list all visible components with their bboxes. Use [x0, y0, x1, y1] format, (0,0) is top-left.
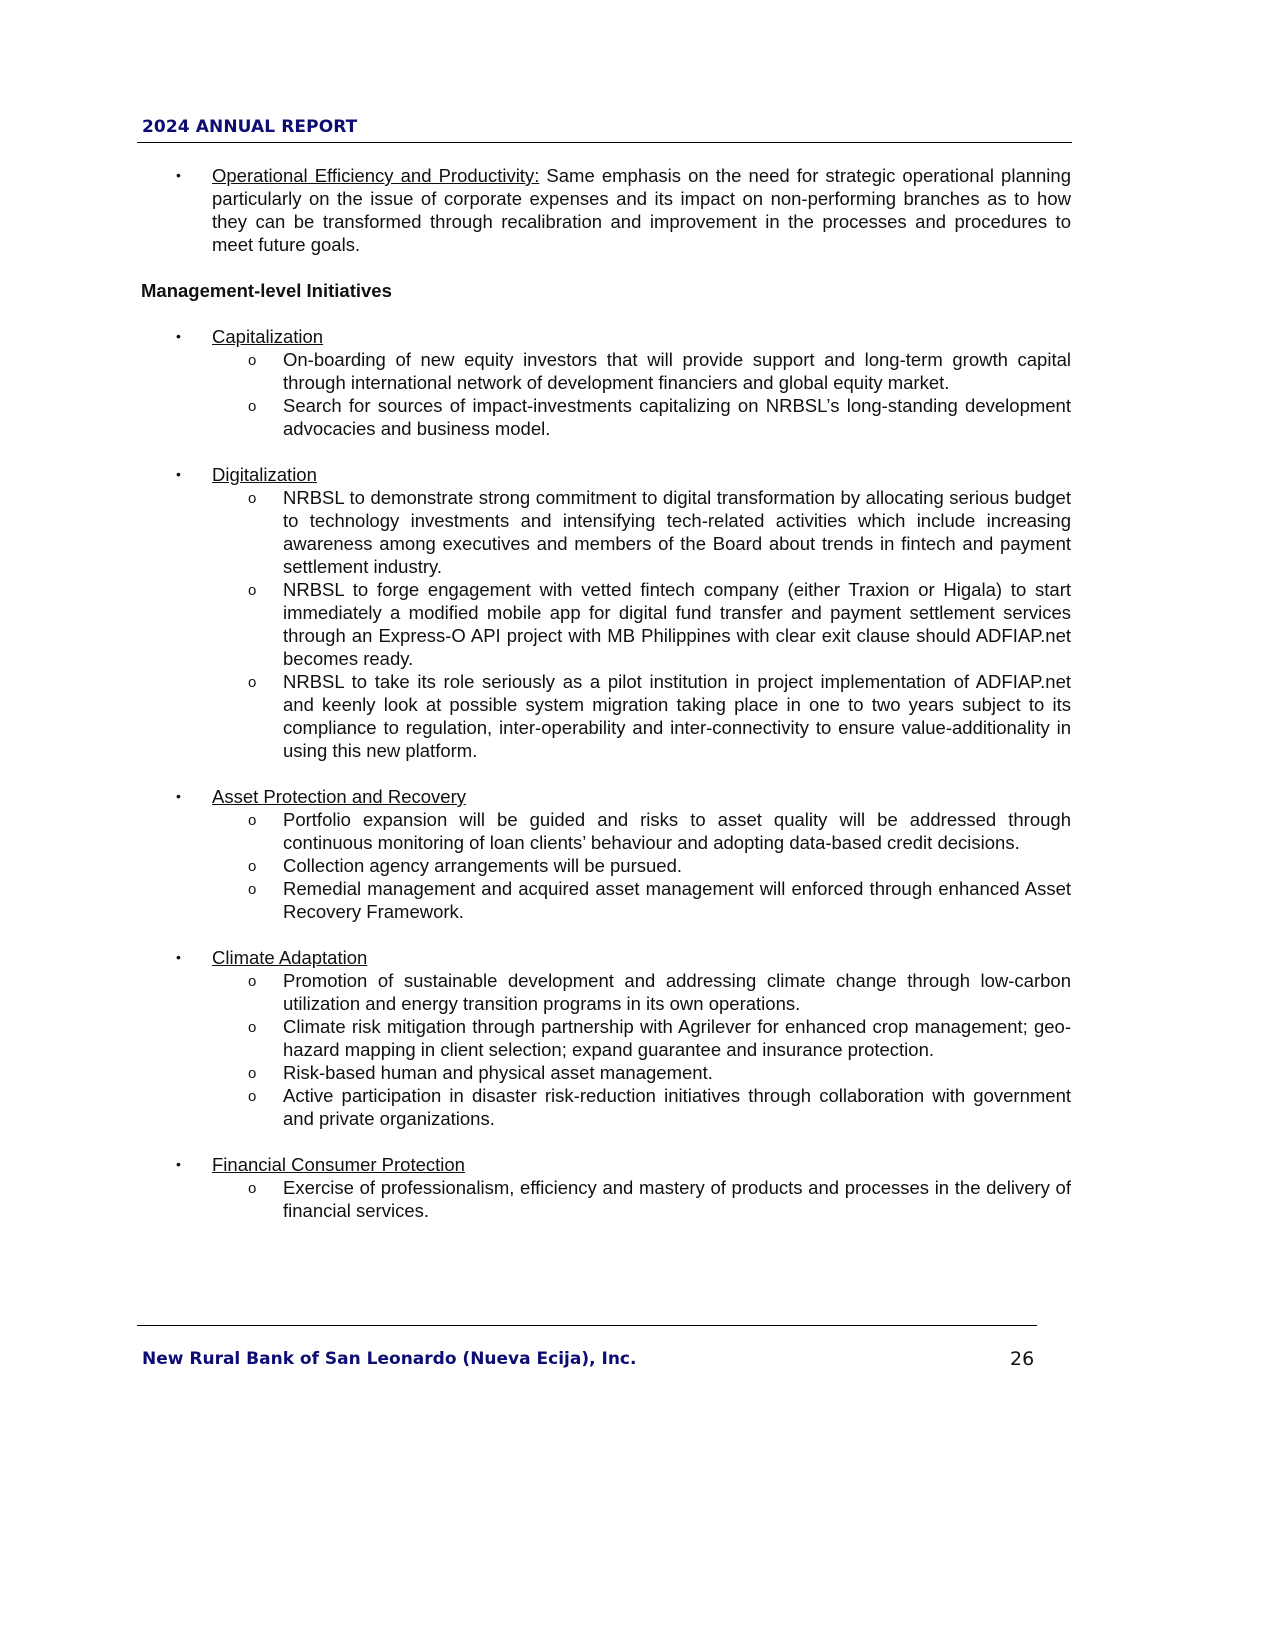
subitem-text: Active participation in disaster risk-reduction initiatives through collaboration with government and private organizations. [283, 1085, 1071, 1129]
initiative-title: Digitalization [212, 464, 317, 485]
subitem-text: NRBSL to forge engagement with vetted fintech company (either Traxion or Higala) to start immediately a modified mobile app for digital fund transfer and payment settlement services through an Express-O API project with MB Philippines with clear exit clause should ADFIAP.net becomes ready. [283, 579, 1071, 669]
subitem-text: Risk-based human and physical asset management. [283, 1062, 713, 1083]
circle-bullet-icon: o [248, 490, 257, 507]
section-heading: Management-level Initiatives [141, 280, 392, 301]
subitem-text: Search for sources of impact-investments capitalizing on NRBSL’s long-standing development advocacies and business model. [283, 395, 1071, 439]
initiative-item [141, 325, 1071, 348]
circle-bullet-icon: o [248, 881, 257, 898]
initiative-item [141, 1153, 1071, 1176]
initiative-item [141, 463, 1071, 486]
intro-bullet-item [141, 164, 1071, 256]
subitem-text: Portfolio expansion will be guided and risks to asset quality will be addressed through continuous monitoring of loan clients’ behaviour and adopting data-based credit decisions. [283, 809, 1071, 853]
initiative-item [141, 785, 1071, 808]
bullet-icon: • [176, 167, 181, 183]
bullet-icon: • [176, 328, 181, 344]
circle-bullet-icon: o [248, 352, 257, 369]
spacer [141, 440, 1071, 463]
initiative-item [141, 946, 1071, 969]
initiative-subitem [141, 1061, 1071, 1084]
initiative-subitem [141, 808, 1071, 854]
initiative-title: Climate Adaptation [212, 947, 368, 968]
subitem-text: Exercise of professionalism, efficiency and mastery of products and processes in the delivery of financial services. [283, 1177, 1071, 1221]
circle-bullet-icon: o [248, 973, 257, 990]
initiative-subitem [141, 578, 1071, 670]
report-header-title: 2024 ANNUAL REPORT [142, 117, 358, 137]
initiative-title: Capitalization [212, 326, 324, 347]
subitem-text: Promotion of sustainable development and addressing climate change through low-carbon utilization and energy transition programs in its own operations. [283, 970, 1071, 1014]
initiative-subitem [141, 1084, 1071, 1130]
spacer [141, 1130, 1071, 1153]
initiative-subitem [141, 348, 1071, 394]
subitem-text: Climate risk mitigation through partnership with Agrilever for enhanced crop management; geo-hazard mapping in client selection; expand guarantee and insurance protection. [283, 1016, 1071, 1060]
initiative-subitem [141, 394, 1071, 440]
initiative-title: Financial Consumer Protection [212, 1154, 465, 1175]
initiative-subitem [141, 854, 1071, 877]
subitem-text: Collection agency arrangements will be pursued. [283, 855, 682, 876]
initiative-subitem [141, 1015, 1071, 1061]
header-divider [137, 142, 1072, 143]
circle-bullet-icon: o [248, 582, 257, 599]
initiative-title: Asset Protection and Recovery [212, 786, 466, 807]
page-number: 26 [1010, 1348, 1035, 1370]
bullet-icon: • [176, 466, 181, 482]
circle-bullet-icon: o [248, 1180, 257, 1197]
spacer [141, 762, 1071, 785]
circle-bullet-icon: o [248, 674, 257, 691]
footer-divider [137, 1325, 1037, 1326]
circle-bullet-icon: o [248, 1088, 257, 1105]
circle-bullet-icon: o [248, 1065, 257, 1082]
bullet-icon: • [176, 788, 181, 804]
circle-bullet-icon: o [248, 1019, 257, 1036]
subitem-text: NRBSL to demonstrate strong commitment to digital transformation by allocating serious budget to technology investments and intensifying tech-related activities which include increasing awareness among executives and members of the Board about trends in fintech and payment settlement industry. [283, 487, 1071, 577]
subitem-text: On-boarding of new equity investors that will provide support and long-term growth capital through international network of development financiers and global equity market. [283, 349, 1071, 393]
initiative-subitem [141, 486, 1071, 578]
circle-bullet-icon: o [248, 812, 257, 829]
initiative-subitem [141, 969, 1071, 1015]
circle-bullet-icon: o [248, 398, 257, 415]
circle-bullet-icon: o [248, 858, 257, 875]
subitem-text: Remedial management and acquired asset management will enforced through enhanced Asset Recovery Framework. [283, 878, 1071, 922]
footer-company-name: New Rural Bank of San Leonardo (Nueva Ecija), Inc. [142, 1349, 637, 1369]
initiative-subitem [141, 1176, 1071, 1222]
spacer [141, 923, 1071, 946]
bullet-icon: • [176, 949, 181, 965]
intro-item-text: Same emphasis on the need for strategic operational planning particularly on the issue of corporate expenses and its impact on non-performing branches as to how they can be transformed through recalibration and improvement in the processes and procedures to meet future goals. [212, 165, 1071, 255]
intro-item-label: Operational Efficiency and Productivity: [212, 165, 540, 186]
subitem-text: NRBSL to take its role seriously as a pilot institution in project implementation of ADFIAP.net and keenly look at possible system migration taking place in one to two years subject to its compliance to regulation, inter-operability and inter-connectivity to ensure value-additionality in using this new platform. [283, 671, 1071, 761]
initiative-subitem [141, 877, 1071, 923]
initiatives-list [141, 325, 1071, 1222]
bullet-icon: • [176, 1156, 181, 1172]
initiative-subitem [141, 670, 1071, 762]
document-body [141, 164, 1071, 1222]
